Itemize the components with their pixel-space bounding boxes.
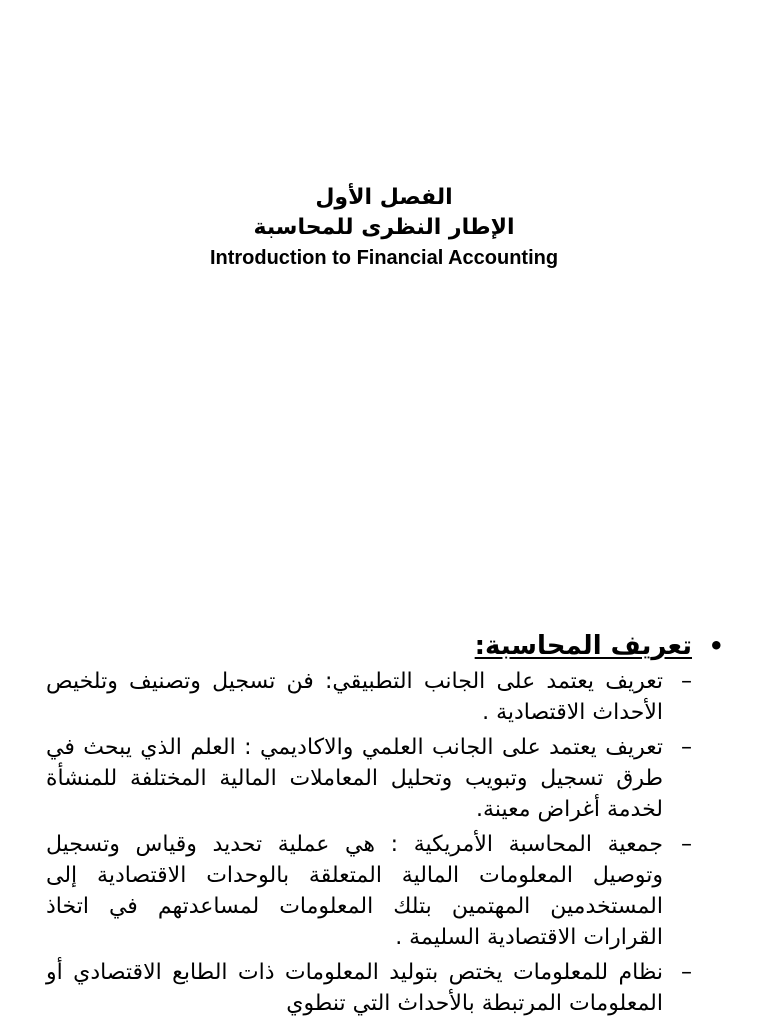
list-item (46, 732, 736, 825)
list-item-text: نظام للمعلومات يختص بتوليد المعلومات ذات الطابع الاقتصادي أو المعلومات المرتبطة بالأحداث التي تنطوي (46, 960, 663, 1016)
bullet-marker: • (708, 632, 724, 660)
list-item-text: تعريف يعتمد على الجانب العلمي والاكاديمي : العلم الذي يبحث في طرق تسجيل وتبويب وتحليل المعاملات المالية المختلفة للمنشأة لخدمة أغراض معينة. (46, 735, 663, 822)
section-heading (46, 630, 736, 662)
chapter-english-title: Introduction to Financial Accounting (209, 247, 559, 269)
dash-marker: – (681, 832, 692, 857)
dash-marker: – (681, 669, 692, 694)
list-item-text: تعريف يعتمد على الجانب التطبيقي: فن تسجيل وتصنيف وتلخيص الأحداث الاقتصادية . (46, 669, 663, 725)
list-item (46, 829, 736, 953)
section-heading-text: تعريف المحاسبة: (474, 631, 692, 661)
definition-section (46, 630, 736, 1023)
dash-marker: – (681, 960, 692, 985)
chapter-subtitle: الإطار النظرى للمحاسبة (253, 215, 515, 240)
title-block (0, 183, 768, 272)
list-item (46, 666, 736, 728)
chapter-title: الفصل الأول (315, 185, 453, 210)
dash-marker: – (681, 735, 692, 760)
list-item-text: جمعية المحاسبة الأمريكية : هي عملية تحديد وقياس وتسجيل وتوصيل المعلومات المالية المتعلقة بالوحدات الاقتصادية إلى المستخدمين المهتمين بتلك المعلومات لمساعدتهم في اتخاذ القرارات الاقتصادية السليمة . (46, 832, 663, 950)
list-item (46, 957, 736, 1019)
